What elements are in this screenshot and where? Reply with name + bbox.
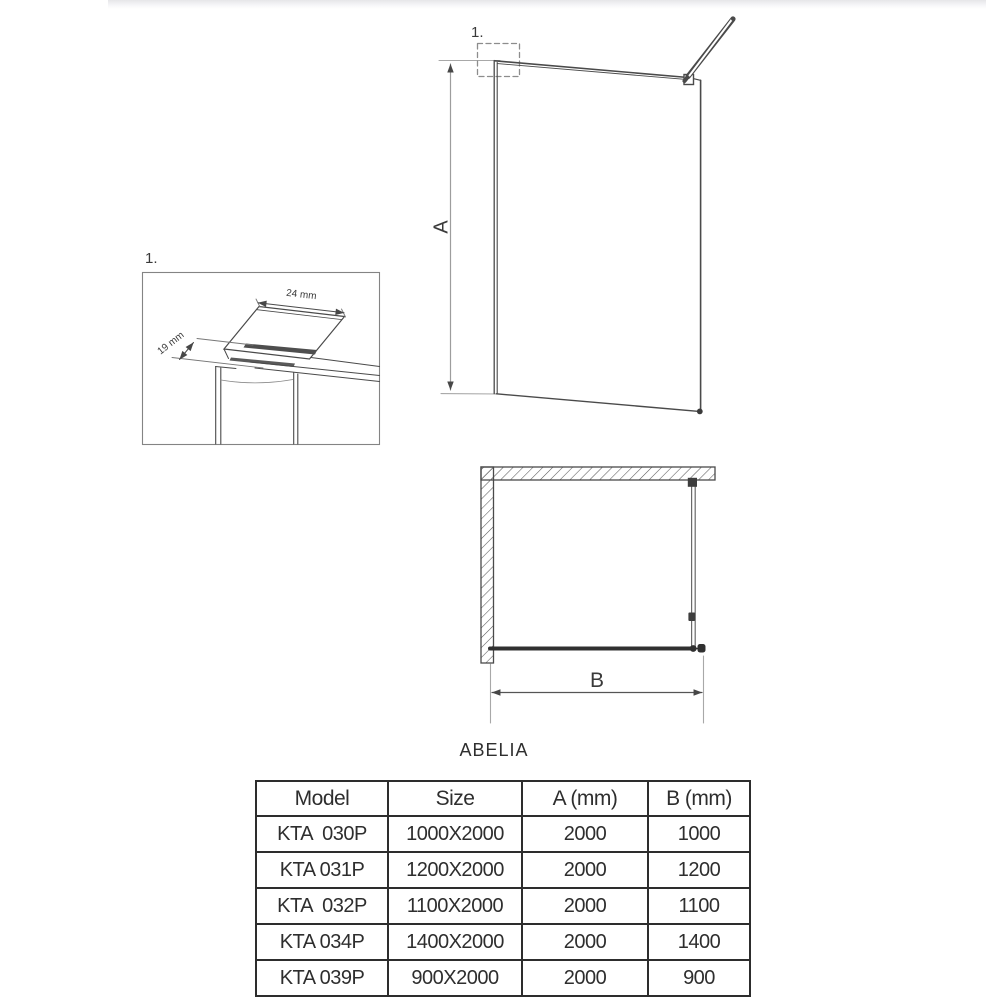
- table-row: [256, 960, 750, 996]
- header-b-mm: B (mm): [648, 781, 750, 816]
- cell-b: 1400: [648, 924, 750, 960]
- header-model: Model: [256, 781, 388, 816]
- dim-label-b: B: [589, 669, 605, 692]
- elevation-view: [431, 17, 736, 415]
- cell-b: 1200: [648, 852, 750, 888]
- support-bar-plan: [688, 478, 697, 647]
- plan-view: [481, 467, 715, 723]
- dim-label-24mm: 24 mm: [285, 287, 318, 303]
- walls-hatched: [481, 467, 715, 663]
- cell-model: KTA 034P: [256, 924, 388, 960]
- cell-size: 900X2000: [388, 960, 522, 996]
- detail-callout-label: 1.: [471, 24, 484, 41]
- table-row: [256, 816, 750, 852]
- cell-a: 2000: [522, 888, 648, 924]
- dim-label-a: A: [430, 220, 453, 234]
- cell-model: KTA 031P: [256, 852, 388, 888]
- dim-label-19mm: 19 mm: [155, 329, 187, 358]
- header-a-mm: A (mm): [522, 781, 648, 816]
- glass-edges-detail: [216, 367, 298, 445]
- cell-a: 2000: [522, 960, 648, 996]
- detail-label: 1.: [145, 250, 158, 267]
- table-row: [256, 924, 750, 960]
- cell-size: 1400X2000: [388, 924, 522, 960]
- cell-size: 1200X2000: [388, 852, 522, 888]
- cell-model: KTA 032P: [256, 888, 388, 924]
- cell-b: 1000: [648, 816, 750, 852]
- spec-table: [255, 780, 751, 997]
- cell-a: 2000: [522, 924, 648, 960]
- table-row: [256, 852, 750, 888]
- table-header-row: [256, 781, 750, 816]
- cell-a: 2000: [522, 816, 648, 852]
- cell-a: 2000: [522, 852, 648, 888]
- table-row: [256, 888, 750, 924]
- support-arm: [684, 17, 735, 85]
- cell-model: KTA 030P: [256, 816, 388, 852]
- cell-size: 1000X2000: [388, 816, 522, 852]
- product-title: ABELIA: [459, 740, 529, 760]
- detail-view: [143, 250, 380, 445]
- glass-panel-elevation: [494, 61, 700, 412]
- header-size: Size: [388, 781, 522, 816]
- glass-panel-plan: [490, 644, 706, 653]
- cell-b: 900: [648, 960, 750, 996]
- floor-foot: [697, 409, 703, 415]
- cell-model: KTA 039P: [256, 960, 388, 996]
- cell-size: 1100X2000: [388, 888, 522, 924]
- dim-b: [491, 656, 704, 723]
- cell-b: 1100: [648, 888, 750, 924]
